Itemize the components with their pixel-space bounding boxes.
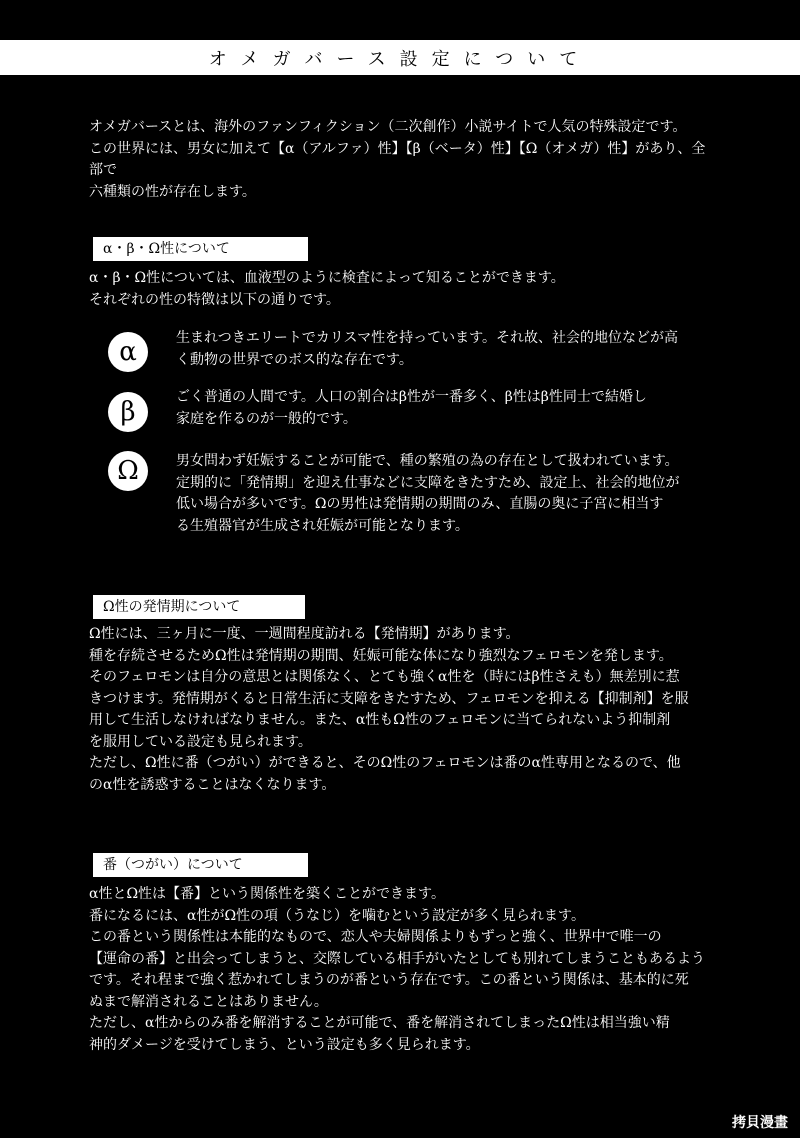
page-title: オメガバース設定について	[208, 48, 592, 70]
section-heading-bond: 番（つがい）について	[93, 853, 308, 877]
omega-icon: Ω	[108, 451, 148, 491]
intro-paragraph: オメガバースとは、海外のファンフィクション（二次創作）小説サイトで人気の特殊設定です。 この世界には、男女に加えて【α（アルファ）性】【β（ベータ）性】【Ω（オメガ）性】があり、全部で 六種類の性が存在します。	[89, 119, 706, 200]
section-heading-heat: Ω性の発情期について	[93, 595, 305, 619]
watermark: 拷貝漫畫	[732, 1115, 788, 1131]
omega-description: 男女問わず妊娠することが可能で、種の繁殖の為の存在として扱われています。 定期的に「発情期」を迎え仕事などに支障をきたすため、設定上、社会的地位が 低い場合が多いです。Ωの男性は発情期の期間のみ、直腸の奥に子宮に相当す る生殖器官が生成され妊娠が可能となります。	[176, 453, 680, 534]
section-heading-abo: α・β・Ω性について	[93, 237, 308, 261]
alpha-icon: α	[108, 332, 148, 372]
section-body-abo: α・β・Ω性については、血液型のように検査によって知ることができます。 それぞれの性の特徴は以下の通りです。	[89, 270, 565, 308]
beta-description: ごく普通の人間です。人口の割合はβ性が一番多く、β性はβ性同士で結婚し 家庭を作るのが一般的です。	[176, 389, 647, 427]
beta-icon: β	[108, 392, 148, 432]
alpha-description: 生まれつきエリートでカリスマ性を持っています。それ故、社会的地位などが高 く動物の世界でのボス的な存在です。	[176, 330, 679, 368]
section-body-heat: Ω性には、三ヶ月に一度、一週間程度訪れる【発情期】があります。 種を存続させるためΩ性は発情期の期間、妊娠可能な体になり強烈なフェロモンを発します。 そのフェロモンは自分の意思とは関係なく、とても強くα性を（時にはβ性さえも）無差別に惹 きつけます。発情期がくると日常生活に支障をきたすため、フェロモンを抑える【抑制剤】を服 用して生活しなければなりません。また、α性もΩ性のフェロモンに当てられないよう抑制剤 を服用している設定も見られます。 ただし、Ω性に番（つがい）ができると、そのΩ性のフェロモンは番のα性専用となるので、他 のα性を誘惑することはなくなります。	[89, 626, 689, 793]
section-body-bond: α性とΩ性は【番】という関係性を築くことができます。 番になるには、α性がΩ性の項（うなじ）を噛むという設定が多く見られます。 この番という関係性は本能的なもので、恋人や夫婦関係よりもずっと強く、世界中で唯一の 【運命の番】と出会ってしまうと、交際している相手がいたとしても別れてしまうこともあるよう です。それ程まで強く惹かれてしまうのが番という存在です。この番という関係は、基本的に死 ぬまで解消されることはありません。 ただし、α性からのみ番を解消することが可能で、番を解消されてしまったΩ性は相当強い精 神的ダメージを受けてしまう、という設定も多く見られます。	[89, 886, 705, 1053]
page-title-bar	[0, 40, 800, 75]
